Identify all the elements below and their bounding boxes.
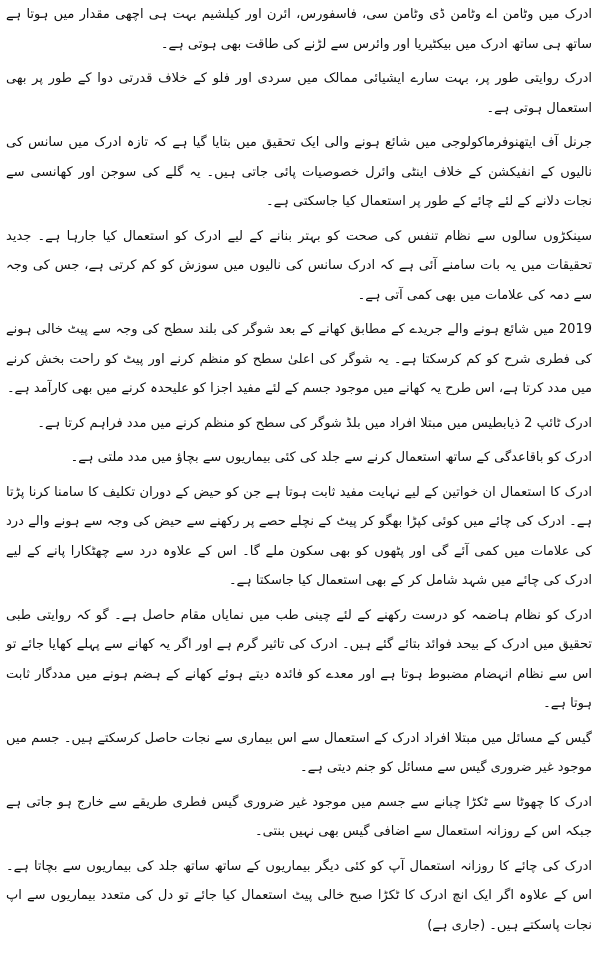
paragraph-digestion: ادرک کو نظام ہاضمہ کو درست رکھنے کے لئے چینی طب میں نمایاں مقام حاصل ہے۔ گو کہ روایتی طبی تحقیق میں ادرک کے بیحد فوائد بتائے گئے ہیں۔ ادرک کی تاثیر گرم ہے اور اگر یہ کھانے سے پہلے کھایا جائے تو اس سے نظام انہضام مضبوط ہوتا ہے اور معدے کو فائدہ دیتے ہوئے کھانے کے ہضم ہونے میں مددگار ثابت ہوتا ہے۔ (6, 607, 592, 711)
paragraph-skin-diseases: ادرک کو باقاعدگی کے ساتھ استعمال کرنے سے جلد کی کئی بیماریوں سے بچاؤ میں مدد ملتی ہے۔ (70, 450, 592, 465)
paragraph-vitamins: ادرک میں وٹامن اے وٹامن ڈی وٹامن سی، فاسفورس، ائرن اور کیلشیم بہت ہی اچھی مقدار میں ہوتا ہے ساتھ ہی ساتھ ادرک میں بیکٹیریا اور وائرس سے لڑنے کی طاقت بھی ہوتی ہے۔ (6, 7, 592, 52)
paragraph-blood-sugar-study: 2019 میں شائع ہونے والے جریدے کے مطابق کھانے کے بعد شوگر کی بلند سطح کی وجہ سے پیٹ خالی ہونے کی فطری شرح کو کم کرسکتا ہے۔ یہ شوگر کی اعلیٰ سطح کو منظم کرنے اور پیٹ کو راحت بخش کرنے میں مدد کرتا ہے، اس طرح یہ کھانے میں موجود جسم کے لئے مفید اجزا کو علیحدہ کرنے میں بھی کارآمد ہے۔ (6, 322, 592, 396)
paragraph-traditional-use: ادرک روایتی طور پر، بہت سارے ایشیائی ممالک میں سردی اور فلو کے خلاف قدرتی دوا کے طور پر بھی استعمال ہوتی ہے۔ (6, 71, 592, 116)
paragraph-antiviral-research: جرنل آف ایتھنوفرماکولوجی میں شائع ہونے والی ایک تحقیق میں بتایا گیا ہے کہ تازہ ادرک میں سانس کی نالیوں کے انفیکشن کے خلاف اینٹی وائرل خصوصیات پائی جاتی ہیں۔ یہ گلے کی سوجن اور کھانسی سے نجات دلانے کے لئے چائے کے طور پر استعمال کیا جاسکتی ہے۔ (6, 135, 592, 209)
paragraph-chewing-ginger: ادرک کا چھوٹا سے ٹکڑا چبانے سے جسم میں موجود غیر ضروری گیس فطری طریقے سے خارج ہو جاتی ہے جبکہ اس کے روزانہ استعمال سے اضافی گیس بھی نہیں بنتی۔ (6, 794, 592, 839)
paragraph-gas-problems: گیس کے مسائل میں مبتلا افراد ادرک کے استعمال سے اس بیماری سے نجات حاصل کرسکتے ہیں۔ جسم میں موجود غیر ضروری گیس سے مسائل کو جنم دیتی ہے۔ (6, 730, 592, 775)
paragraph-respiratory-health: سینکڑوں سالوں سے نظام تنفس کی صحت کو بہتر بنانے کے لیے ادرک کو استعمال کیا جارہا ہے۔ جدید تحقیقات میں یہ بات سامنے آئی ہے کہ ادرک سانس کی نالیوں میں سوزش کو کم کرتی ہے، جس کی وجہ سے دمہ کی علامات میں بھی کمی آتی ہے۔ (6, 228, 592, 303)
paragraph-ginger-tea: ادرک کی چائے کا روزانہ استعمال آپ کو کئی دیگر بیماریوں کے ساتھ ساتھ جلد کی بیماریوں سے بچاتا ہے۔ اس کے علاوہ اگر ایک انچ ادرک کا ٹکڑا صبح خالی پیٹ استعمال کیا جائے تو دل کی متعدد بیماریوں سے اپ نجات پاسکتے ہیں۔ (جاری ہے) (6, 858, 592, 933)
paragraph-diabetes: ادرک ٹائپ 2 ذیابطیس میں مبتلا افراد میں بلڈ شوگر کی سطح کو منظم کرنے میں مدد فراہم کرتا ہے۔ (37, 415, 592, 431)
paragraph-menstrual-pain: ادرک کا استعمال ان خواتین کے لیے نہایت مفید ثابت ہوتا ہے جن کو حیض کے دوران تکلیف کا سامنا کرنا پڑتا ہے۔ ادرک کی چائے میں کوئی کپڑا بھگو کر پیٹ کے نچلے حصے پر رکھنے سے حیض کی وجہ سے ہونے والے درد کی علامات میں کمی آئے گی اور پٹھوں کو بھی سکون ملے گا۔ اس کے علاوہ درد سے چھٹکارا پانے کے لیے ادرک کی چائے میں شہد شامل کر کے بھی استعمال کیا جاسکتا ہے۔ (6, 484, 592, 588)
